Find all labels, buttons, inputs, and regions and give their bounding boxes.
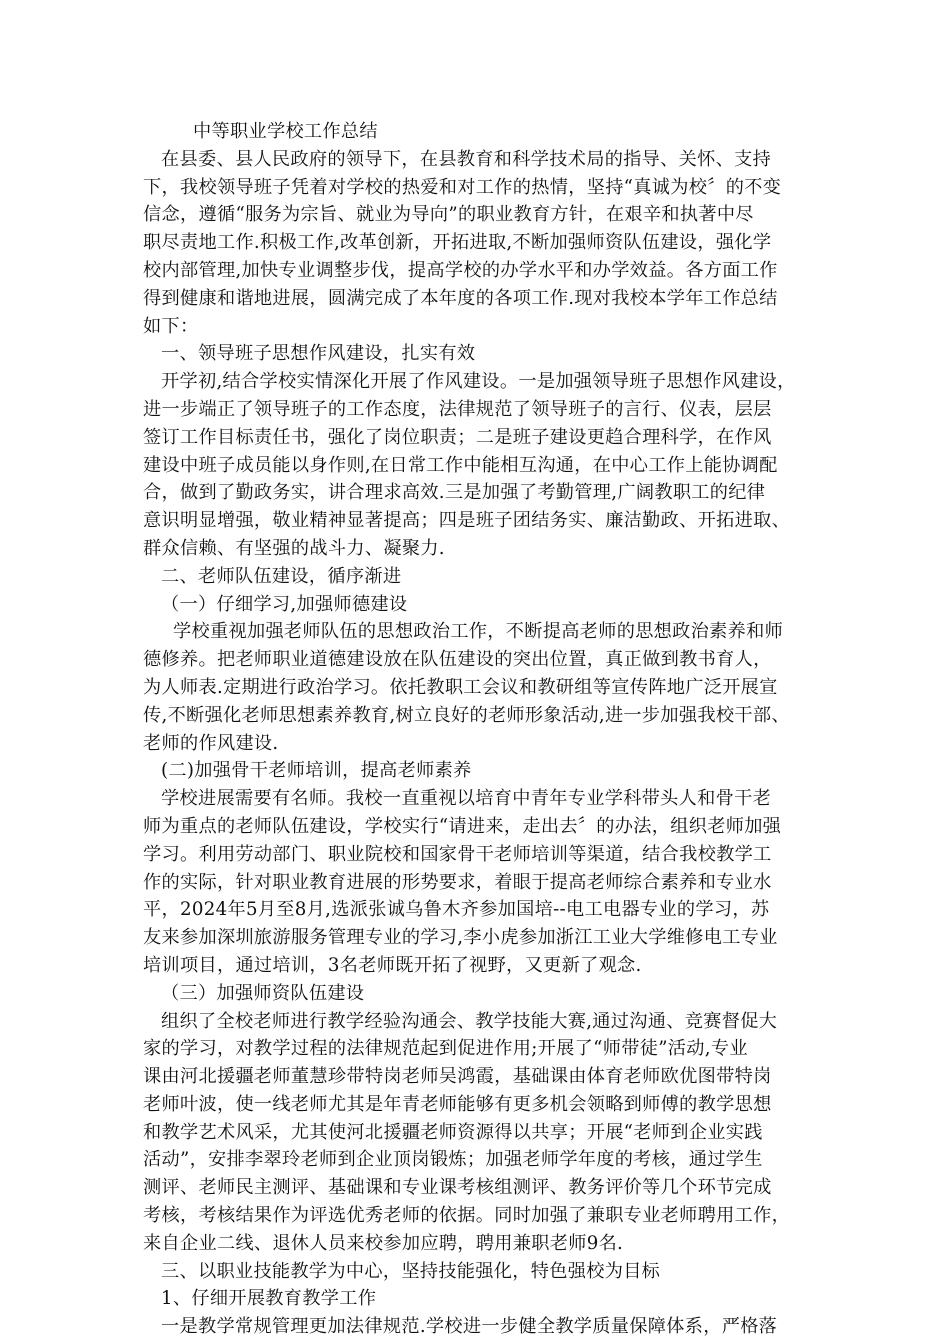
text-line: 友来参加深圳旅游服务管理专业的学习,李小虎参加浙江工业大学维修电工专业: [143, 927, 778, 949]
text-line: 和教学艺术风采，尤其使河北援疆老师资源得以共享；开展“老师到企业实践: [143, 1121, 763, 1143]
text-line: 学校重视加强老师队伍的思想政治工作，不断提高老师的思想政治素养和师: [173, 621, 784, 643]
text-line: 测评、老师民主测评、基础课和专业课考核组测评、教务评价等几个环节完成: [143, 1177, 772, 1199]
text-line: 如下：: [143, 315, 199, 337]
text-line: 一、领导班子思想作风建设，扎实有效: [161, 343, 476, 365]
text-line: 1、仔细开展教育教学工作: [161, 1288, 377, 1310]
text-line: 学习。利用劳动部门、职业院校和国家骨干老师培训等渠道，结合我校教学工: [143, 843, 772, 865]
text-line: 得到健康和谐地进展，圆满完成了本年度的各项工作.现对我校本学年工作总结: [143, 287, 778, 309]
text-line: 在县委、县人民政府的领导下，在县教育和科学技术局的指导、关怀、支持: [161, 148, 772, 170]
text-line: 三、以职业技能教学为中心，坚持技能强化，特色强校为目标: [161, 1260, 661, 1282]
text-line: 进一步端正了领导班子的工作态度，法律规范了领导班子的言行、仪表，层层: [143, 398, 772, 420]
text-line: 签订工作目标责任书，强化了岗位职责；二是班子建设更趋合理科学，在作风: [143, 426, 772, 448]
text-line: (二)加强骨干老师培训，提高老师素养: [161, 760, 472, 782]
text-line: 老师的作风建设.: [143, 732, 279, 754]
text-line: 学校进展需要有名师。我校一直重视以培育中青年专业学科带头人和骨干老: [161, 788, 772, 810]
text-line: 来自企业二线、退休人员来校参加应聘，聘用兼职老师9名.: [143, 1232, 624, 1254]
text-line: 一是教学常规管理更加法律规范.学校进一步健全教学质量保障体系，严格落: [161, 1316, 778, 1338]
document-page: [143, 118, 826, 1341]
text-line: （一）仔细学习,加强师德建设: [161, 593, 408, 615]
text-line: 培训项目，通过培训，3名老师既开拓了视野，又更新了观念.: [143, 954, 642, 976]
text-line: 职尽责地工作.积极工作,改革创新，开拓进取,不断加强师资队伍建设，强化学: [143, 232, 772, 254]
text-line: 组织了全校老师进行教学经验沟通会、教学技能大赛,通过沟通、竞赛督促大: [161, 1010, 778, 1032]
text-line: 活动”，安排李翠玲老师到企业顶岗锻炼；加强老师学年度的考核，通过学生: [143, 1149, 763, 1171]
text-line: 课由河北援疆老师董慧珍带特岗老师吴鸿霞，基础课由体育老师欧优图带特岗: [143, 1066, 772, 1088]
text-line: 信念，遵循“服务为宗旨、就业为导向”的职业教育方针，在艰辛和执著中尽: [143, 204, 754, 226]
text-line: 老师叶波，使一线老师尤其是年青老师能够有更多机会领略到师傅的教学思想: [143, 1093, 772, 1115]
text-line: 考核，考核结果作为评选优秀老师的依据。同时加强了兼职专业老师聘用工作，: [143, 1205, 791, 1227]
document-title: 中等职业学校工作总结: [193, 121, 378, 142]
text-line: 校内部管理,加快专业调整步伐，提高学校的办学水平和办学效益。各方面工作: [143, 259, 778, 281]
text-line: 合，做到了勤政务实，讲合理求高效.三是加强了考勤管理,广阔教职工的纪律: [143, 482, 766, 504]
text-line: 开学初,结合学校实情深化开展了作风建设。一是加强领导班子思想作风建设，: [161, 371, 796, 393]
text-line: 家的学习，对教学过程的法律规范起到促进作用;开展了“师带徒”活动,专业: [143, 1038, 748, 1060]
text-line: 二、老师队伍建设，循序渐进: [161, 565, 402, 587]
text-line: 为人师表.定期进行政治学习。依托教职工会议和教研组等宣传阵地广泛开展宣: [143, 676, 778, 698]
text-line: 师为重点的老师队伍建设，学校实行“请进来，走出去〞的办法，组织老师加强: [143, 815, 782, 837]
text-line: 德修养。把老师职业道德建设放在队伍建设的突出位置，真正做到教书育人，: [143, 649, 772, 671]
document-body: [143, 146, 826, 1341]
text-line: 意识明显增强，敬业精神显著提高；四是班子团结务实、廉洁勤政、开拓进取、: [143, 510, 791, 532]
text-line: 建设中班子成员能以身作则,在日常工作中能相互沟通，在中心工作上能协调配: [143, 454, 778, 476]
text-line: 作的实际，针对职业教育进展的形势要求，着眼于提高老师综合素养和专业水: [143, 871, 772, 893]
text-line: 下，我校领导班子凭着对学校的热爱和对工作的热情，坚持“真诚为校〞的不变: [143, 176, 782, 198]
text-line: （三）加强师资队伍建设: [161, 982, 365, 1004]
text-line: 传,不断强化老师思想素养教育,树立良好的老师形象活动,进一步加强我校干部、: [143, 704, 790, 726]
text-line: 群众信赖、有坚强的战斗力、凝聚力.: [143, 537, 445, 559]
text-line: 平，2024年5月至8月,选派张诚乌鲁木齐参加国培--电工电器专业的学习，苏: [143, 899, 770, 921]
